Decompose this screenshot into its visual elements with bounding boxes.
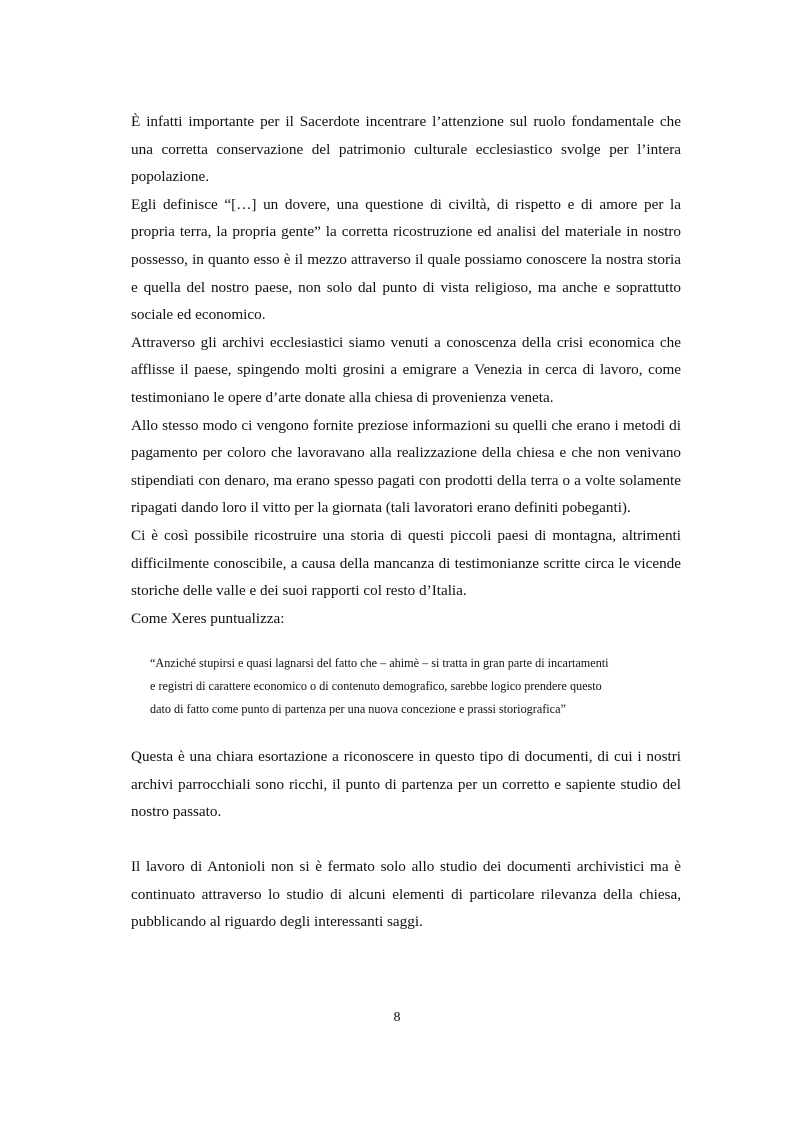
text-line: altrimenti difficilmente conoscibile, a causa della mancanza di testimonianze scritte xyxy=(131,526,681,572)
text-line: studio del nostro passato. xyxy=(131,775,682,821)
paragraph-7 xyxy=(131,743,681,826)
quote-text xyxy=(131,652,670,721)
paragraph-spacer xyxy=(131,826,681,853)
block-quote xyxy=(131,652,681,721)
text-line: nostro possesso, in quanto esso è il mezzo attraverso il quale possiamo conoscere la xyxy=(131,223,682,268)
text-line: definiti pobeganti). xyxy=(514,499,631,517)
text-line: che afflisse il paese, spingendo molti grosini a emigrare a Venezia in cerca di lavoro, xyxy=(131,333,681,379)
text-line: o a volte solamente ripagati dando loro il vitto per la giornata (tali lavoratori erano xyxy=(131,471,682,517)
text-line: non venivano stipendiati con denaro, ma erano spesso pagati con prodotti della terra xyxy=(131,444,682,489)
text-line: l’intera popolazione. xyxy=(131,140,681,186)
paragraph-5 xyxy=(131,522,681,605)
text-line: Ci è così possibile ricostruire una storia di questi piccoli paesi di montagna, xyxy=(131,526,617,544)
text-line: è continuato attraverso lo studio di alcuni elementi di particolare rilevanza della xyxy=(131,858,681,903)
text-line: che una corretta conservazione del patrimonio culturale ecclesiastico svolge per xyxy=(131,113,681,158)
text-line: Questa è una chiara esortazione a riconoscere in questo tipo di documenti, di cui i xyxy=(131,748,642,766)
paragraph-8 xyxy=(131,853,681,936)
quote-line: “Anziché stupirsi e quasi lagnarsi del fatto che – ahimè – si tratta in gran parte di incartamenti xyxy=(150,656,609,671)
text-line: Come Xeres puntualizza: xyxy=(131,609,285,627)
text-line: metodi di pagamento per coloro che lavoravano alla realizzazione della chiesa e che xyxy=(131,416,681,462)
text-line: come testimoniano le opere d’arte donate alla chiesa di provenienza veneta. xyxy=(131,361,681,406)
paragraph-6 xyxy=(131,605,681,633)
text-line: nostri archivi parrocchiali sono ricchi, il punto di partenza per un corretto e sapiente xyxy=(131,748,682,793)
text-line: propria terra, la propria gente” la corretta ricostruzione ed analisi del materiale in xyxy=(131,223,639,241)
text-line: Il lavoro di Antonioli non si è fermato solo allo studio dei documenti archivistici ma xyxy=(131,858,669,876)
text-line: Egli definisce “[…] un dovere, una questione di civiltà, di rispetto e di amore per la xyxy=(131,195,681,213)
text-line: Attraverso gli archivi ecclesiastici siamo venuti a conoscenza della crisi economica xyxy=(131,333,655,351)
page-body xyxy=(131,108,681,936)
paragraph-1 xyxy=(131,108,681,191)
paragraph-4 xyxy=(131,412,681,522)
paragraph-3 xyxy=(131,329,681,412)
text-line: È infatti importante per il Sacerdote incentrare l’attenzione sul ruolo fondamentale xyxy=(131,113,654,130)
text-line: e soprattutto sociale ed economico. xyxy=(131,278,682,324)
quote-line: e registri di carattere economico o di contenuto demografico, sarebbe logico prendere questo xyxy=(150,679,602,694)
page-number: 8 xyxy=(393,1010,401,1025)
text-line: nostra storia e quella del nostro paese, non solo dal punto di vista religioso, ma anche xyxy=(131,250,682,296)
text-line: circa le vicende storiche delle valle e dei suoi rapporti col resto d’Italia. xyxy=(131,554,682,600)
text-line: chiesa, pubblicando al riguardo degli interessanti saggi. xyxy=(131,885,682,931)
text-line: Allo stesso modo ci vengono fornite preziose informazioni su quelli che erano i xyxy=(131,416,619,434)
paragraph-2 xyxy=(131,191,681,329)
quote-line: dato di fatto come punto di partenza per una nuova concezione e prassi storiografica” xyxy=(150,702,566,717)
